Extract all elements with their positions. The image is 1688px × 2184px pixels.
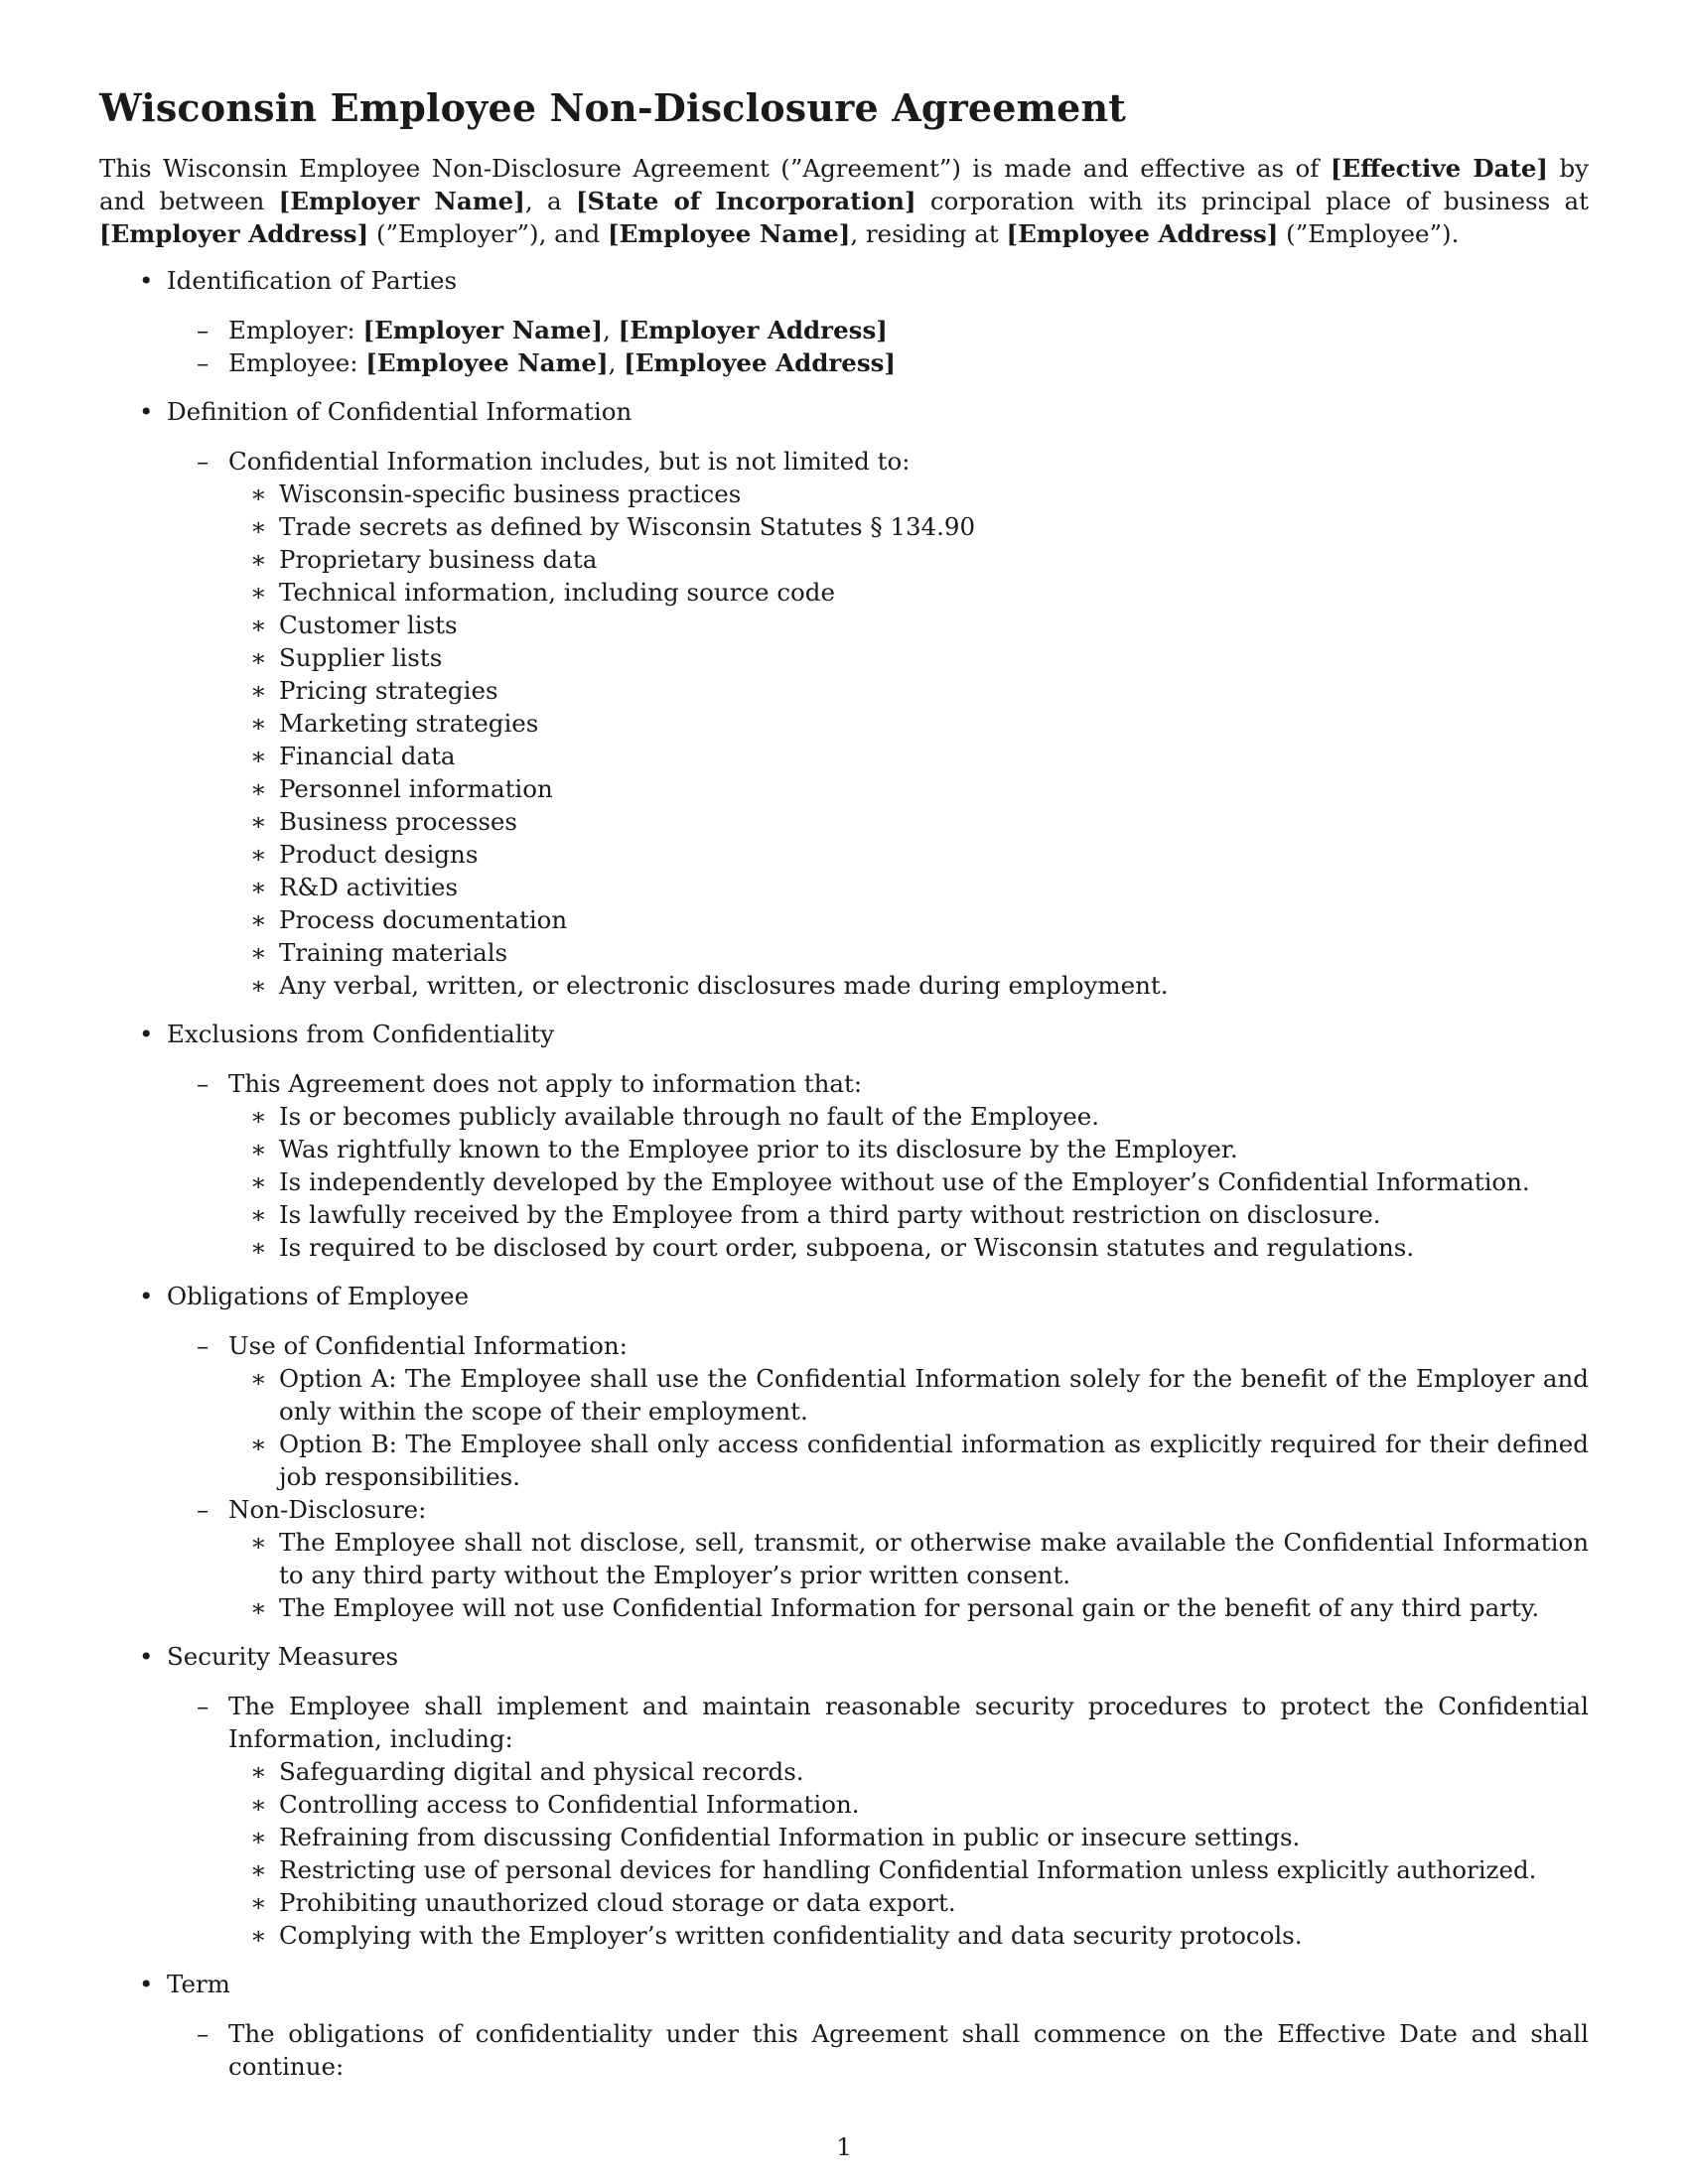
asterisk-icon: ∗: [250, 742, 267, 770]
asterisk-icon: ∗: [250, 1430, 267, 1458]
section-item: [99, 1018, 1589, 1264]
asterisk-icon: ∗: [250, 873, 267, 901]
clause-item: [167, 1329, 1589, 1493]
asterisk-icon: ∗: [250, 545, 267, 574]
subclause-item: [228, 1231, 1589, 1264]
placeholder-field: [Employer Name]: [362, 316, 604, 344]
placeholder-field: [Employer Address]: [618, 316, 888, 344]
asterisk-icon: ∗: [250, 1921, 267, 1950]
asterisk-icon: ∗: [250, 840, 267, 869]
dash-icon: –: [197, 316, 210, 344]
subclause-text: R&D activities: [279, 873, 459, 901]
subclause-list: [228, 1362, 1589, 1493]
clause-text: [228, 1331, 628, 1360]
text-run: , residing at: [850, 219, 1007, 248]
dash-icon: –: [197, 1331, 210, 1360]
text-run: ,: [603, 316, 619, 344]
asterisk-icon: ∗: [250, 1888, 267, 1917]
subclause-item: [228, 641, 1589, 674]
text-run: (”Employee”).: [1278, 219, 1460, 248]
section-heading: Security Measures: [167, 1642, 399, 1671]
subclause-item: [228, 609, 1589, 641]
subclause-item: [228, 1428, 1589, 1493]
clause-item: [167, 1690, 1589, 1952]
section-item: [99, 1280, 1589, 1624]
subclause-item: [228, 772, 1589, 805]
text-run: , a: [524, 187, 576, 215]
placeholder-field: [Employee Address]: [624, 348, 897, 377]
clause-text: [228, 447, 910, 476]
section-heading: Obligations of Employee: [167, 1282, 470, 1310]
section-heading: Identification of Parties: [167, 266, 458, 295]
clause-item: [167, 2017, 1589, 2083]
subclause-list: [228, 1755, 1589, 1952]
subclause-item: [228, 1133, 1589, 1165]
asterisk-icon: ∗: [250, 774, 267, 803]
subclause-text: Personnel information: [279, 774, 553, 803]
asterisk-icon: ∗: [250, 1364, 267, 1393]
subclause-text: Option B: The Employee shall only access confidential information as explicitly required for their defined job responsibilities.: [279, 1430, 1589, 1491]
text-run: by and between: [99, 154, 1590, 215]
subclause-text: Business processes: [279, 807, 517, 836]
text-run: ,: [608, 348, 625, 377]
clause-list: [167, 1690, 1589, 1952]
section-heading: Exclusions from Confidentiality: [167, 1020, 555, 1048]
subclause-list: [228, 1100, 1589, 1264]
clause-item: [167, 346, 1589, 379]
asterisk-icon: ∗: [250, 1135, 267, 1163]
subclause-text: Financial data: [279, 742, 456, 770]
subclause-list: [228, 478, 1589, 1002]
intro-paragraph: [99, 152, 1589, 250]
asterisk-icon: ∗: [250, 1528, 267, 1557]
subclause-text: Was rightfully known to the Employee prior to its disclosure by the Employer.: [279, 1135, 1238, 1163]
asterisk-icon: ∗: [250, 676, 267, 705]
subclause-text: Any verbal, written, or electronic disclosures made during employment.: [279, 971, 1169, 1000]
asterisk-icon: ∗: [250, 1200, 267, 1229]
subclause-list: [228, 1526, 1589, 1624]
asterisk-icon: ∗: [250, 1823, 267, 1851]
dash-icon: –: [197, 447, 210, 476]
subclause-item: [228, 543, 1589, 576]
asterisk-icon: ∗: [250, 479, 267, 508]
asterisk-icon: ∗: [250, 807, 267, 836]
subclause-item: [228, 478, 1589, 510]
subclause-item: [228, 576, 1589, 609]
clause-item: [167, 1493, 1589, 1624]
clause-list: [167, 2017, 1589, 2083]
section-list: [99, 264, 1589, 2083]
text-run: corporation with its principal place of business at: [915, 187, 1590, 215]
subclause-item: [228, 1755, 1589, 1788]
subclause-item: [228, 1198, 1589, 1231]
subclause-text: Process documentation: [279, 905, 568, 934]
subclause-item: [228, 1591, 1589, 1624]
subclause-text: Safeguarding digital and physical records.: [279, 1757, 804, 1786]
asterisk-icon: ∗: [250, 1790, 267, 1819]
clause-text: [228, 1069, 862, 1098]
asterisk-icon: ∗: [250, 938, 267, 967]
subclause-text: Customer lists: [279, 611, 458, 639]
text-run: The Employee shall implement and maintain reasonable security procedures to protect the Confidential Information, including:: [228, 1692, 1589, 1753]
subclause-item: [228, 510, 1589, 543]
bullet-icon: •: [139, 1642, 154, 1671]
subclause-text: Prohibiting unauthorized cloud storage or data export.: [279, 1888, 956, 1917]
subclause-item: [228, 936, 1589, 969]
text-run: (”Employer”), and: [368, 219, 609, 248]
clause-text: [228, 1495, 426, 1524]
subclause-item: [228, 707, 1589, 740]
subclause-text: Technical information, including source code: [279, 578, 835, 607]
subclause-text: Restricting use of personal devices for handling Confidential Information unless explicitly authorized.: [279, 1855, 1537, 1884]
asterisk-icon: ∗: [250, 971, 267, 1000]
clause-list: [167, 314, 1589, 379]
subclause-item: [228, 969, 1589, 1002]
subclause-item: [228, 838, 1589, 871]
subclause-item: [228, 1919, 1589, 1952]
clause-item: [167, 314, 1589, 346]
text-run: Employee:: [228, 348, 366, 377]
section-heading: Term: [167, 1970, 230, 1998]
page-number: 1: [836, 2132, 852, 2161]
clause-list: [167, 1067, 1589, 1264]
asterisk-icon: ∗: [250, 611, 267, 639]
text-run: Non-Disclosure:: [228, 1495, 427, 1524]
subclause-text: Training materials: [279, 938, 508, 967]
asterisk-icon: ∗: [250, 1102, 267, 1131]
dash-icon: –: [197, 348, 210, 377]
clause-text: [228, 348, 896, 377]
bullet-icon: •: [139, 1020, 154, 1048]
subclause-text: Is lawfully received by the Employee from a third party without restriction on disclosure.: [279, 1200, 1381, 1229]
subclause-item: [228, 674, 1589, 707]
document-title: Wisconsin Employee Non-Disclosure Agreement: [99, 85, 1127, 130]
subclause-item: [228, 1362, 1589, 1428]
asterisk-icon: ∗: [250, 512, 267, 541]
bullet-icon: •: [139, 1970, 154, 1998]
asterisk-icon: ∗: [250, 1855, 267, 1884]
clause-list: [167, 445, 1589, 1002]
section-item: [99, 1640, 1589, 1952]
subclause-text: Is or becomes publicly available through no fault of the Employee.: [279, 1102, 1100, 1131]
placeholder-field: [Employee Name]: [365, 348, 609, 377]
asterisk-icon: ∗: [250, 709, 267, 738]
text-run: Employer:: [228, 316, 363, 344]
subclause-text: The Employee shall not disclose, sell, transmit, or otherwise make available the Confidential Information to any third party without the Employer’s prior written consent.: [279, 1528, 1589, 1589]
text-run: The obligations of confidentiality under this Agreement shall commence on the Effective Date and shall continue:: [228, 2019, 1589, 2081]
asterisk-icon: ∗: [250, 643, 267, 672]
subclause-item: [228, 871, 1589, 903]
section-item: [99, 264, 1589, 379]
placeholder-field: [Employer Name]: [278, 187, 525, 215]
subclause-item: [228, 903, 1589, 936]
text-run: This Agreement does not apply to information that:: [228, 1069, 863, 1098]
dash-icon: –: [197, 1495, 210, 1524]
clause-text: [228, 2019, 1589, 2081]
subclause-item: [228, 1526, 1589, 1591]
subclause-item: [228, 1165, 1589, 1198]
clause-item: [167, 1067, 1589, 1264]
subclause-text: Option A: The Employee shall use the Confidential Information solely for the benefit of the Employer and only within the scope of their employment.: [279, 1364, 1589, 1426]
subclause-text: Supplier lists: [279, 643, 443, 672]
text-run: Use of Confidential Information:: [228, 1331, 628, 1360]
dash-icon: –: [197, 2019, 210, 2048]
dash-icon: –: [197, 1069, 210, 1098]
asterisk-icon: ∗: [250, 1233, 267, 1262]
subclause-item: [228, 1886, 1589, 1919]
bullet-icon: •: [139, 397, 154, 426]
dash-icon: –: [197, 1692, 210, 1720]
subclause-item: [228, 740, 1589, 772]
subclause-item: [228, 1853, 1589, 1886]
subclause-text: Refraining from discussing Confidential Information in public or insecure settings.: [279, 1823, 1301, 1851]
subclause-item: [228, 1788, 1589, 1821]
subclause-item: [228, 805, 1589, 838]
asterisk-icon: ∗: [250, 1593, 267, 1622]
subclause-text: Wisconsin-specific business practices: [279, 479, 742, 508]
subclause-text: Is required to be disclosed by court order, subpoena, or Wisconsin statutes and regulations.: [279, 1233, 1415, 1262]
asterisk-icon: ∗: [250, 1757, 267, 1786]
placeholder-field: [Employee Name]: [608, 219, 851, 248]
subclause-text: Trade secrets as defined by Wisconsin Statutes § 134.90: [279, 512, 976, 541]
asterisk-icon: ∗: [250, 1167, 267, 1196]
clause-text: [228, 316, 888, 344]
subclause-text: Product designs: [279, 840, 479, 869]
section-item: [99, 395, 1589, 1002]
subclause-text: Proprietary business data: [279, 545, 598, 574]
placeholder-field: [Effective Date]: [1330, 154, 1549, 183]
placeholder-field: [Employee Address]: [1006, 219, 1279, 248]
bullet-icon: •: [139, 1282, 154, 1310]
subclause-text: Marketing strategies: [279, 709, 539, 738]
subclause-text: The Employee will not use Confidential Information for personal gain or the benefit of any third party.: [279, 1593, 1540, 1622]
subclause-item: [228, 1821, 1589, 1853]
placeholder-field: [State of Incorporation]: [575, 187, 916, 215]
subclause-text: Is independently developed by the Employee without use of the Employer’s Confidential Information.: [279, 1167, 1530, 1196]
subclause-text: Pricing strategies: [279, 676, 498, 705]
text-run: Confidential Information includes, but is not limited to:: [228, 447, 911, 476]
section-item: [99, 1968, 1589, 2083]
bullet-icon: •: [139, 266, 154, 295]
placeholder-field: [Employer Address]: [99, 219, 369, 248]
subclause-item: [228, 1100, 1589, 1133]
clause-item: [167, 445, 1589, 1002]
asterisk-icon: ∗: [250, 905, 267, 934]
subclause-text: Controlling access to Confidential Information.: [279, 1790, 860, 1819]
text-run: This Wisconsin Employee Non-Disclosure Agreement (”Agreement”) is made and effective as of: [99, 154, 1331, 183]
subclause-text: Complying with the Employer’s written confidentiality and data security protocols.: [279, 1921, 1303, 1950]
asterisk-icon: ∗: [250, 578, 267, 607]
section-heading: Definition of Confidential Information: [167, 397, 633, 426]
document-body: [99, 85, 1589, 2099]
clause-text: [228, 1692, 1589, 1753]
clause-list: [167, 1329, 1589, 1624]
